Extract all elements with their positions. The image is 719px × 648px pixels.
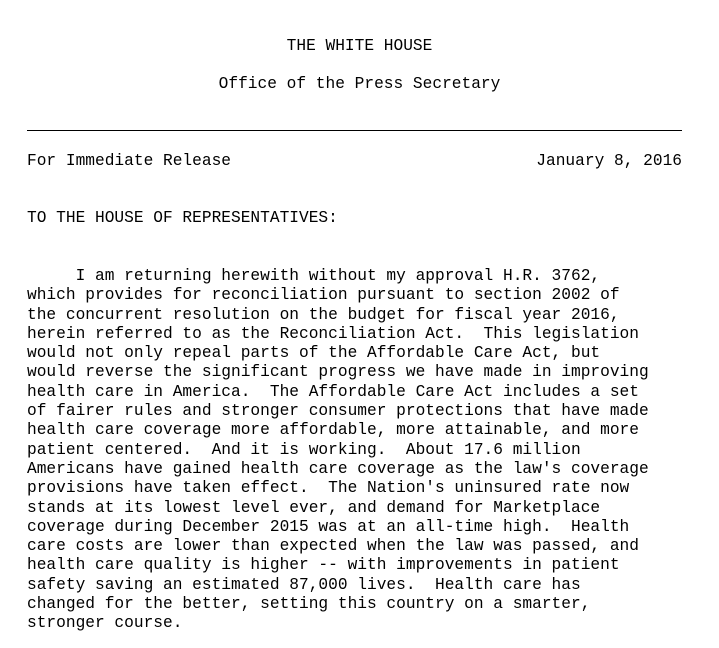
body-line: care costs are lower than expected when the law was passed, and <box>27 537 639 556</box>
body-line: would not only repeal parts of the Affordable Care Act, but <box>27 344 601 363</box>
body-line: patient centered. And it is working. About 17.6 million <box>27 440 581 459</box>
body-line: coverage during December 2015 was at an all-time high. Health <box>27 517 630 536</box>
body-line: would reverse the significant progress we have made in improving <box>27 363 649 382</box>
body-line: changed for the better, setting this country on a smarter, <box>27 595 591 614</box>
release-date: January 8, 2016 <box>536 152 682 170</box>
body-line: the concurrent resolution on the budget for fiscal year 2016, <box>27 305 620 324</box>
release-label: For Immediate Release <box>27 152 231 170</box>
salutation: TO THE HOUSE OF REPRESENTATIVES: <box>27 209 338 227</box>
body-line: health care in America. The Affordable Care Act includes a set <box>27 382 639 401</box>
body-line: herein referred to as the Reconciliation Act. This legislation <box>27 324 639 343</box>
body-line: stands at its lowest level ever, and demand for Marketplace <box>27 498 601 517</box>
body-line: which provides for reconciliation pursuant to section 2002 of <box>27 286 620 305</box>
header-office: Office of the Press Secretary <box>218 75 501 93</box>
body-line: health care quality is higher -- with improvements in patient <box>27 556 620 575</box>
body-line: Americans have gained health care coverage as the law's coverage <box>27 459 649 478</box>
release-info-row <box>27 151 682 171</box>
horizontal-divider <box>27 130 682 131</box>
body-line: provisions have taken effect. The Nation's uninsured rate now <box>27 479 630 498</box>
header-title: THE WHITE HOUSE <box>286 37 433 55</box>
body-line: stronger course. <box>27 614 183 633</box>
body-line: health care coverage more affordable, more attainable, and more <box>27 421 639 440</box>
body-line: safety saving an estimated 87,000 lives. Health care has <box>27 575 581 594</box>
body-line: of fairer rules and stronger consumer protections that have made <box>27 402 649 421</box>
message-body <box>27 267 697 634</box>
body-line: I am returning herewith without my approval H.R. 3762, <box>27 267 601 285</box>
